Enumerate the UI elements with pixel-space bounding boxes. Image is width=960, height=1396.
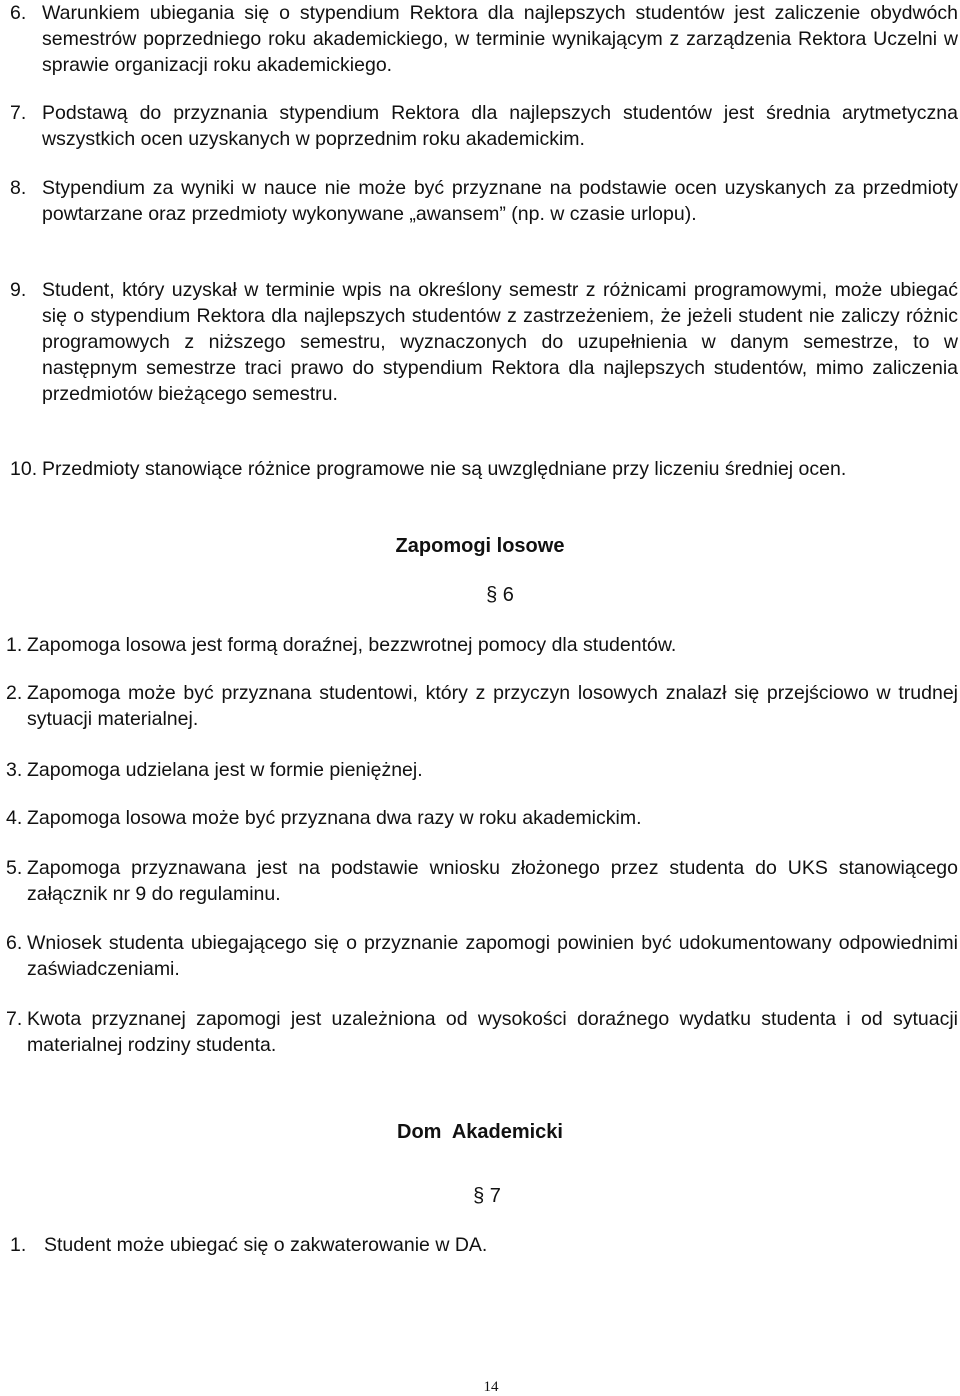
- list-item-text: Warunkiem ubiegania się o stypendium Rektora dla najlepszych studentów jest zaliczenie obydwóch semestrów poprzedniego roku akademickiego, w terminie wynikającym z zarządzenia Rektora Uczelni w sprawie organizacji roku akademickiego.: [42, 2, 958, 76]
- list-item-number: 3.: [6, 759, 23, 781]
- list-item-text: Zapomoga udzielana jest w formie pieniężnej.: [27, 759, 423, 781]
- list-item: [6, 757, 958, 783]
- list-item-number: 5.: [6, 857, 23, 879]
- list-item-text: Student może ubiegać się o zakwaterowanie w DA.: [44, 1234, 488, 1256]
- list-item: [6, 930, 958, 982]
- list-item: [6, 632, 958, 658]
- list-item-text: Przedmioty stanowiące różnice programowe nie są uwzględniane przy liczeniu średniej ocen.: [42, 458, 847, 480]
- paragraph-number: § 7: [473, 1185, 501, 1207]
- list-item: [10, 100, 958, 152]
- list-item: [10, 1232, 958, 1258]
- list-item-number: 6.: [10, 2, 27, 24]
- list-item: [10, 0, 958, 78]
- list-item-number: 4.: [6, 807, 23, 829]
- list-item-number: 7.: [10, 102, 27, 124]
- list-item-text: Zapomoga losowa może być przyznana dwa razy w roku akademickim.: [27, 807, 642, 829]
- list-item-number: 10.: [10, 458, 38, 480]
- list-item: [10, 277, 958, 407]
- list-item-text: Podstawą do przyznania stypendium Rektora dla najlepszych studentów jest średnia arytmetyczna wszystkich ocen uzyskanych w poprzednim roku akademickim.: [42, 102, 958, 150]
- list-item-number: 8.: [10, 177, 27, 199]
- list-item: [6, 1006, 958, 1058]
- list-item: [10, 456, 958, 482]
- list-item: [6, 680, 958, 732]
- list-item-number: 7.: [6, 1008, 23, 1030]
- list-item: [6, 855, 958, 907]
- list-item-text: Zapomoga losowa jest formą doraźnej, bezzwrotnej pomocy dla studentów.: [27, 634, 677, 656]
- list-item: [6, 805, 958, 831]
- list-item: [10, 175, 958, 227]
- page-number: 14: [483, 1379, 499, 1395]
- list-item-text: Wniosek studenta ubiegającego się o przyznanie zapomogi powinien być udokumentowany odpowiednimi zaświadczeniami.: [27, 932, 958, 980]
- list-item-text: Student, który uzyskał w terminie wpis na określony semestr z różnicami programowymi, może ubiegać się o stypendium Rektora dla najlepszych studentów z zastrzeżeniem, że jeżeli student nie zaliczy różnic programowych z niższego semestru, wyznaczonych do uzupełnienia w danym semestrze, to w następnym semestrze traci prawo do stypendium Rektora dla najlepszych studentów, mimo zaliczenia przedmiotów bieżącego semestru.: [42, 279, 958, 405]
- list-item-number: 9.: [10, 279, 27, 301]
- list-item-number: 6.: [6, 932, 23, 954]
- list-item-number: 1.: [6, 634, 23, 656]
- list-item-text: Zapomoga może być przyznana studentowi, który z przyczyn losowych znalazł się przejściowo w trudnej sytuacji materialnej.: [27, 682, 958, 730]
- list-item-number: 2.: [6, 682, 23, 704]
- list-item-text: Stypendium za wyniki w nauce nie może być przyznane na podstawie ocen uzyskanych za przedmioty powtarzane oraz przedmioty wykonywane „awansem” (np. w czasie urlopu).: [42, 177, 958, 225]
- section-heading: Dom Akademicki: [397, 1121, 563, 1143]
- list-item-number: 1.: [10, 1234, 27, 1256]
- list-item-text: Kwota przyznanej zapomogi jest uzależniona od wysokości doraźnego wydatku studenta i od sytuacji materialnej rodziny studenta.: [27, 1008, 958, 1056]
- paragraph-number: § 6: [486, 584, 514, 606]
- list-item-text: Zapomoga przyznawana jest na podstawie wniosku złożonego przez studenta do UKS stanowiącego załącznik nr 9 do regulaminu.: [27, 857, 958, 905]
- section-heading: Zapomogi losowe: [395, 535, 565, 557]
